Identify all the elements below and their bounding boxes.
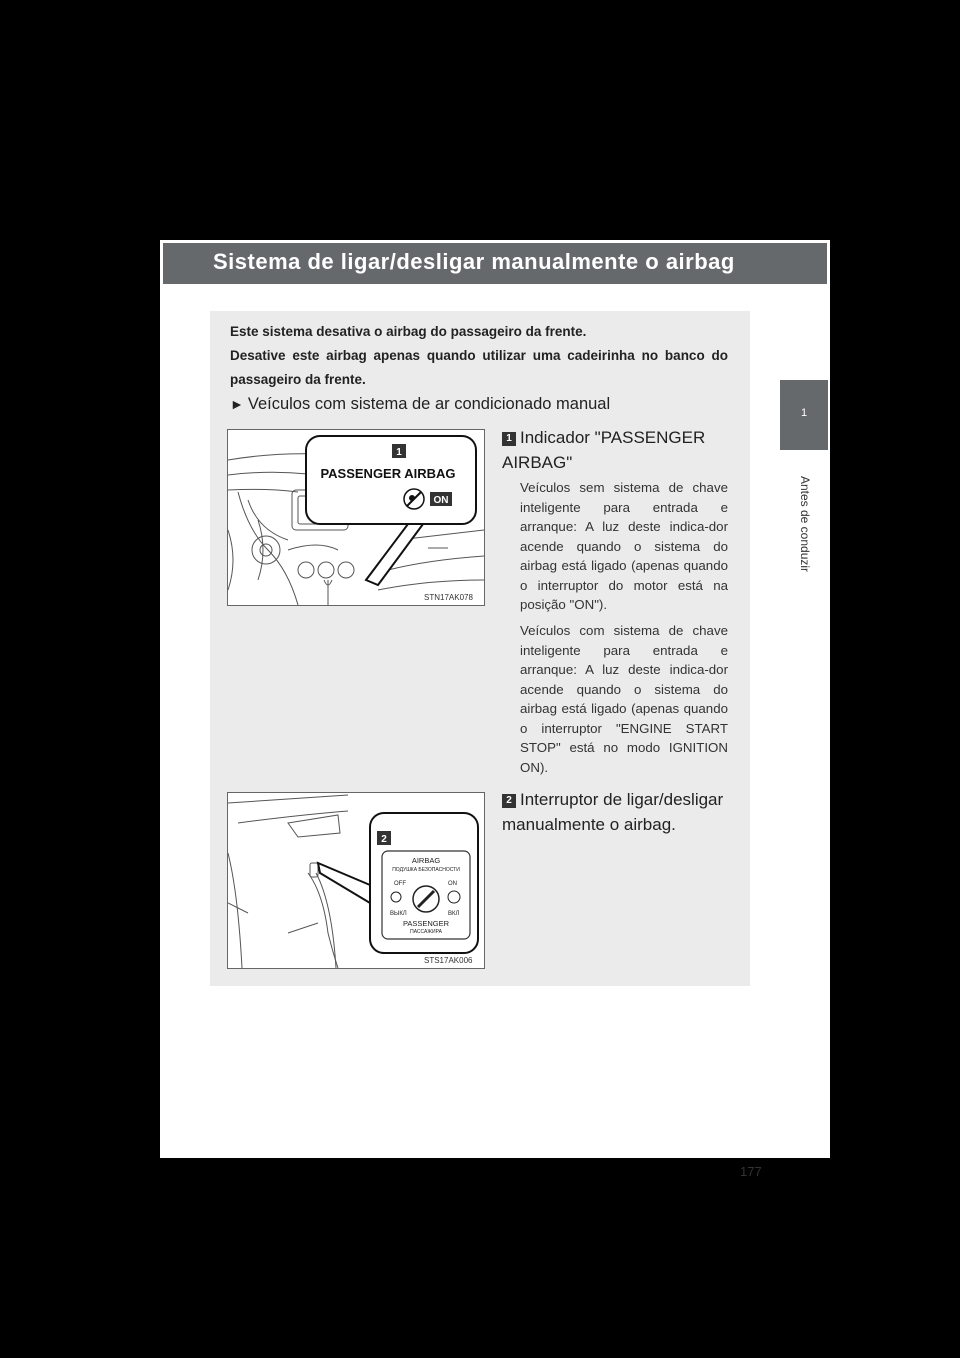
intro-line-1: Este sistema desativa o airbag do passageiro da frente.: [230, 324, 587, 339]
content-box: [210, 311, 750, 986]
switch-label-on-ru: ВКЛ: [448, 911, 460, 917]
intro-line-2: Desative este airbag apenas quando utilizar uma cadeirinha no banco do passageiro da frente.: [230, 348, 728, 387]
item-1-title: Indicador "PASSENGER AIRBAG": [502, 428, 706, 472]
figure-airbag-switch: [227, 792, 485, 969]
figure1-code: STN17AK078: [424, 593, 473, 602]
chapter-label-wrap: [794, 464, 816, 584]
item-1: [502, 425, 728, 475]
title-bar: [163, 243, 827, 284]
switch-label-on: ON: [448, 881, 457, 887]
chapter-number: 1: [800, 407, 808, 419]
item-1-description-a-text: Veículos sem sistema de chave inteligente para entrada e arranque: A luz deste indica-dor acende quando o sistema do airbag está ligado (apenas quando o interruptor do motor está na posição "ON").: [520, 480, 728, 612]
section-heading-label: Veículos com sistema de ar condicionado manual: [247, 395, 611, 413]
item-2-title: Interruptor de ligar/desligar manualmente o airbag.: [502, 790, 724, 834]
switch-label-passenger-ru: ПАССАЖИРА: [410, 929, 442, 935]
chapter-label: Antes de conduzir: [798, 475, 812, 573]
page-title: Sistema de ligar/desligar manualmente o airbag: [213, 249, 735, 274]
item-1-description-a: [520, 478, 728, 615]
switch-label-off: OFF: [394, 881, 406, 887]
switch-illustration: [228, 793, 484, 968]
figure-dashboard-indicator: [227, 429, 485, 606]
intro-text: [230, 320, 728, 392]
item-2-number: 2: [502, 794, 516, 808]
item-1-description-b-text: Veículos com sistema de chave inteligente para entrada e arranque: A luz deste indica-dor acende quando o sistema do airbag está ligado (apenas quando o interruptor "ENGINE START STOP" está no modo IGNITION ON).: [520, 623, 728, 775]
item-1-description-b: [520, 621, 728, 777]
page-number: 177: [740, 1164, 762, 1179]
section-heading: [230, 395, 610, 414]
figure1-indicator-label: PASSENGER AIRBAG: [320, 466, 456, 481]
switch-label-off-ru: ВЫКЛ: [390, 911, 407, 917]
dashboard-illustration: [228, 430, 484, 605]
item-2: [502, 787, 728, 837]
triangle-arrow-icon: ►: [230, 396, 244, 412]
switch-label-passenger: PASSENGER: [402, 919, 450, 928]
switch-label-airbag-ru: ПОДУШКА БЕЗОПАСНОСТИ: [392, 867, 460, 873]
switch-label-airbag: AIRBAG: [411, 856, 441, 865]
figure2-code: STS17AK006: [424, 956, 473, 965]
chapter-tab: [780, 380, 828, 450]
item-1-number: 1: [502, 432, 516, 446]
figure1-on-badge-label: ON: [433, 495, 449, 506]
figure2-callout-number: 2: [381, 834, 387, 845]
figure1-callout-number: 1: [396, 447, 402, 458]
